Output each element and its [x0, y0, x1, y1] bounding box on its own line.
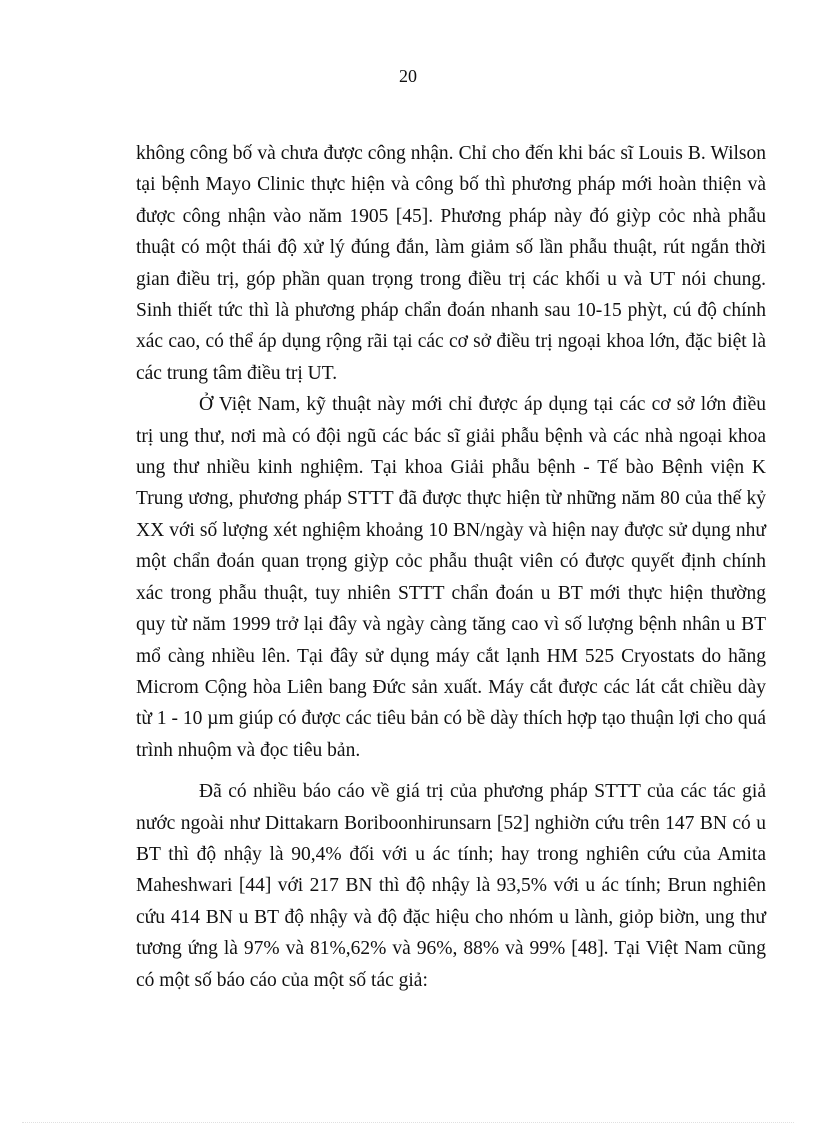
- body-text: [136, 138, 766, 996]
- paragraph-3: Đã có nhiều báo cáo về giá trị của phương pháp STTT của các tác giả nước ngoài như Dittakarn Boriboonhirunsarn [52] nghiờn cứu trên 147 BN có u BT thì độ nhậy là 90,4% đối với u ác tính; hay trong nghiên cứu của Amita Maheshwari [44] với 217 BN thì độ nhậy là 93,5% với u ác tính; Brun nghiên cứu 414 BN u BT độ nhậy và độ đặc hiệu cho nhóm u lành, giỏp biờn, ung thư tương ứng là 97% và 81%,62% và 96%, 88% và 99% [48]. Tại Việt Nam cũng có một số báo cáo của một số tác giả:: [136, 781, 766, 991]
- paragraph-1: không công bố và chưa được công nhận. Chỉ cho đến khi bác sĩ Louis B. Wilson tại bệnh Mayo Clinic thực hiện và công bố thì phương pháp mới hoàn thiện và được công nhận vào năm 1905 [45]. Phương pháp này đó giỳp cỏc nhà phẫu thuật có một thái độ xử lý đúng đắn, làm giảm số lần phẫu thuật, rút ngắn thời gian điều trị, góp phần quan trọng trong điều trị các khối u và UT nói chung. Sinh thiết tức thì là phương pháp chẩn đoán nhanh sau 10-15 phỳt, cú độ chính xác cao, có thể áp dụng rộng rãi tại các cơ sở điều trị ngoại khoa lớn, đặc biệt là các trung tâm điều trị UT.: [136, 143, 766, 384]
- page-number: 20: [399, 66, 417, 86]
- paragraph-2: Ở Việt Nam, kỹ thuật này mới chỉ được áp dụng tại các cơ sở lớn điều trị ung thư, nơi mà có đội ngũ các bác sĩ giải phẫu bệnh và các nhà ngoại khoa ung thư nhiều kinh nghiệm. Tại khoa Giải phẫu bệnh - Tế bào Bệnh viện K Trung ương, phương pháp STTT đã được thực hiện từ những năm 80 của thế kỷ XX với số lượng xét nghiệm khoảng 10 BN/ngày và hiện nay được sử dụng như một chẩn đoán quan trọng giỳp cỏc phẫu thuật viên có được quyết định chính xác trong phẫu thuật, tuy nhiên STTT chẩn đoán u BT mới thực hiện thường quy từ năm 1999 trở lại đây và ngày càng tăng cao vì số lượng bệnh nhân u BT mổ càng nhiều lên. Tại đây sử dụng máy cắt lạnh HM 525 Cryostats do hãng Microm Cộng hòa Liên bang Đức sản xuất. Máy cắt được các lát cắt chiều dày từ 1 - 10 µm giúp có được các tiêu bản có bề dày thích hợp tạo thuận lợi cho quá trình nhuộm và đọc tiêu bản.: [136, 394, 766, 761]
